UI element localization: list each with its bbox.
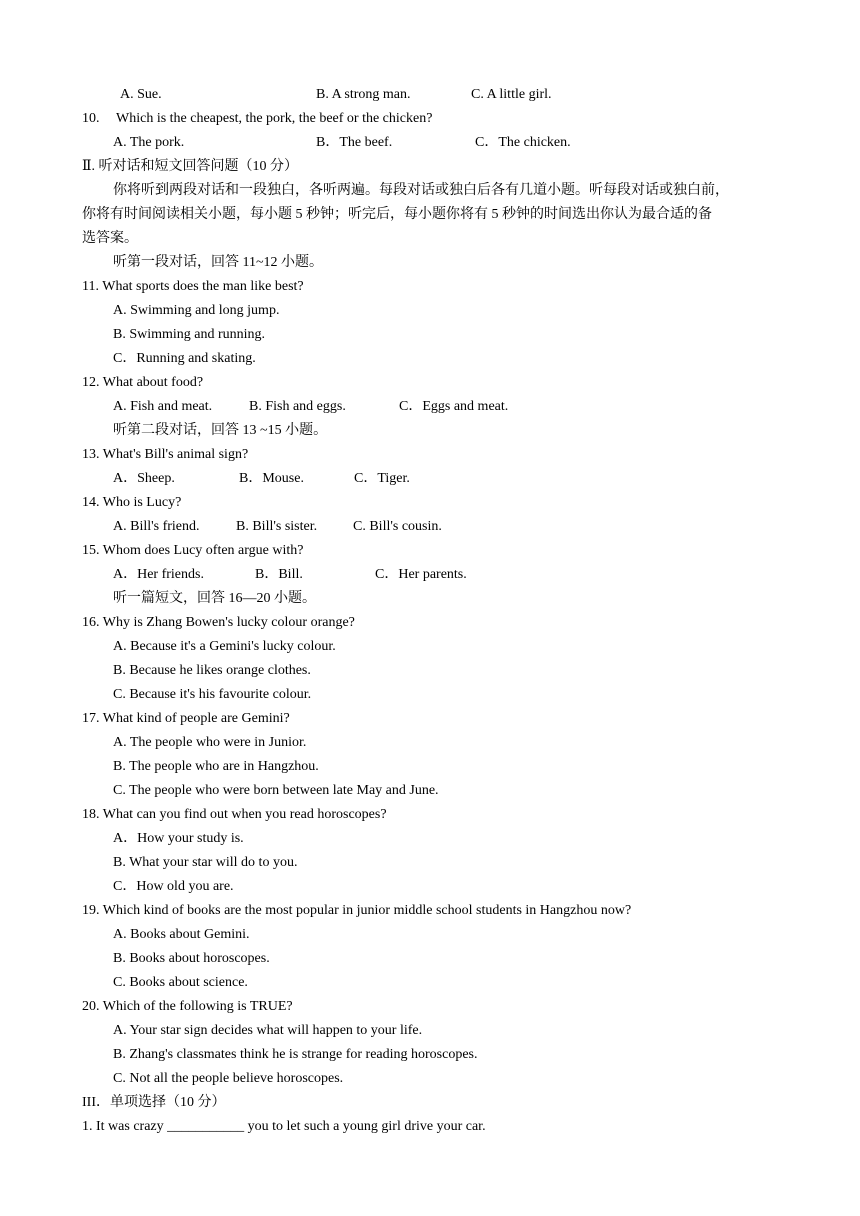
- q12-option-a: A. Fish and meat.: [113, 399, 213, 414]
- q9-option-c: C. A little girl.: [471, 87, 552, 102]
- q12-option-b: B. Fish and eggs.: [249, 399, 346, 414]
- q18-option-c: C．How old you are.: [113, 879, 234, 894]
- q11-option-a: A. Swimming and long jump.: [113, 303, 280, 318]
- q10-text: Which is the cheapest, the pork, the beef or the chicken?: [116, 111, 433, 126]
- q11-option-c: C．Running and skating.: [113, 351, 256, 366]
- q10-option-b: B．The beef.: [316, 135, 393, 150]
- q16-option-c: C. Because it's his favourite colour.: [113, 687, 312, 702]
- q19-option-a: A. Books about Gemini.: [113, 927, 250, 942]
- section-3-q1: 1. It was crazy ___________ you to let such a young girl drive your car.: [82, 1119, 486, 1134]
- q17-question: 17. What kind of people are Gemini?: [82, 711, 290, 726]
- q12-option-c: C．Eggs and meat.: [399, 399, 509, 414]
- q17-option-b: B. The people who are in Hangzhou.: [113, 759, 319, 774]
- q11-option-b: B. Swimming and running.: [113, 327, 266, 342]
- q13-option-c: C．Tiger.: [354, 471, 410, 486]
- q19-option-c: C. Books about science.: [113, 975, 248, 990]
- q20-option-a: A. Your star sign decides what will happen to your life.: [113, 1023, 423, 1038]
- dialogue-1-intro: 听第一段对话，回答 11~12 小题。: [113, 255, 324, 270]
- q18-question: 18. What can you find out when you read horoscopes?: [82, 807, 387, 822]
- q17-option-c: C. The people who were born between late May and June.: [113, 783, 439, 798]
- q11-question: 11. What sports does the man like best?: [82, 279, 304, 294]
- q14-option-c: C. Bill's cousin.: [353, 519, 442, 534]
- q13-option-a: A．Sheep.: [113, 471, 175, 486]
- section-2-instructions-line3: 选答案。: [82, 231, 138, 246]
- q20-question: 20. Which of the following is TRUE?: [82, 999, 293, 1014]
- q10-number: 10.: [82, 111, 100, 126]
- q12-question: 12. What about food?: [82, 375, 204, 390]
- q16-option-a: A. Because it's a Gemini's lucky colour.: [113, 639, 336, 654]
- q19-option-b: B. Books about horoscopes.: [113, 951, 270, 966]
- q10-option-c: C．The chicken.: [475, 135, 571, 150]
- q16-question: 16. Why is Zhang Bowen's lucky colour orange?: [82, 615, 355, 630]
- q17-option-a: A. The people who were in Junior.: [113, 735, 307, 750]
- section-2-instructions-line1: 你将听到两段对话和一段独白，各听两遍。每段对话或独白后各有几道小题。听每段对话或独白前，: [113, 183, 729, 198]
- q15-question: 15. Whom does Lucy often argue with?: [82, 543, 304, 558]
- passage-intro: 听一篇短文，回答 16—20 小题。: [113, 591, 316, 606]
- q14-option-a: A. Bill's friend.: [113, 519, 200, 534]
- q20-option-c: C. Not all the people believe horoscopes.: [113, 1071, 344, 1086]
- q10-option-a: A. The pork.: [113, 135, 185, 150]
- q20-option-b: B. Zhang's classmates think he is strange for reading horoscopes.: [113, 1047, 478, 1062]
- q16-option-b: B. Because he likes orange clothes.: [113, 663, 311, 678]
- q9-option-b: B. A strong man.: [316, 87, 411, 102]
- q13-option-b: B．Mouse.: [239, 471, 304, 486]
- section-2-title: Ⅱ. 听对话和短文回答问题（10 分）: [82, 159, 299, 174]
- q15-option-c: C．Her parents.: [375, 567, 467, 582]
- q9-option-a: A. Sue.: [120, 87, 162, 102]
- q19-question: 19. Which kind of books are the most popular in junior middle school students in Hangzhou now?: [82, 903, 632, 918]
- q15-option-b: B．Bill.: [255, 567, 303, 582]
- q14-question: 14. Who is Lucy?: [82, 495, 182, 510]
- section-2-instructions-line2: 你将有时间阅读相关小题，每小题 5 秒钟；听完后，每小题你将有 5 秒钟的时间选出你认为最合适的备: [82, 207, 712, 222]
- q18-option-b: B. What your star will do to you.: [113, 855, 298, 870]
- section-3-title: III．单项选择（10 分）: [82, 1095, 226, 1110]
- q13-question: 13. What's Bill's animal sign?: [82, 447, 249, 462]
- q15-option-a: A．Her friends.: [113, 567, 204, 582]
- q18-option-a: A．How your study is.: [113, 831, 244, 846]
- q14-option-b: B. Bill's sister.: [236, 519, 318, 534]
- dialogue-2-intro: 听第二段对话，回答 13 ~15 小题。: [113, 423, 328, 438]
